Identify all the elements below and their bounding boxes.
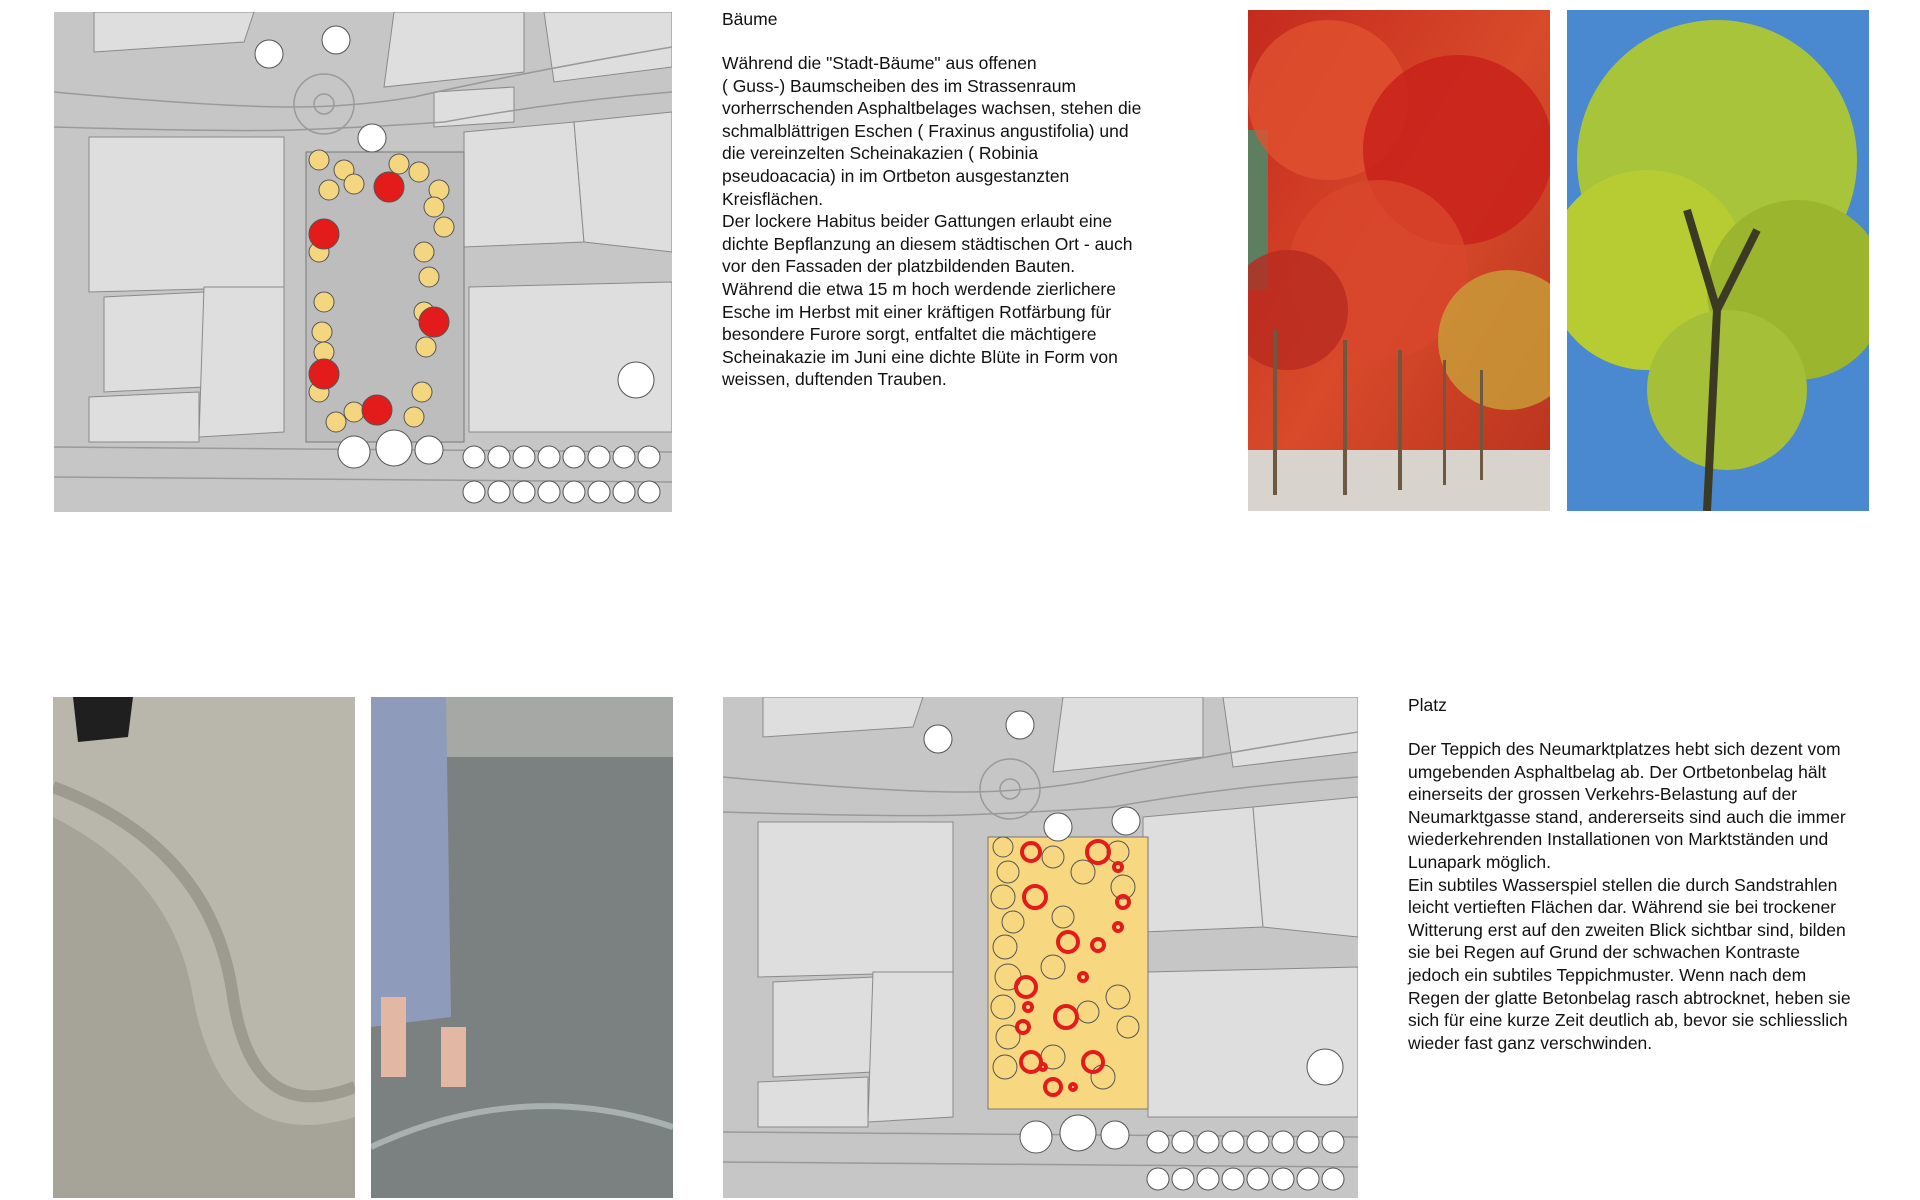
- plaza-carpet: [988, 837, 1148, 1109]
- heading-platz: Platz: [1408, 695, 1447, 715]
- text-baeume: [722, 8, 1192, 391]
- text-platz: [1408, 694, 1888, 1054]
- sandblasted-concrete-photo: [53, 697, 355, 1198]
- site-plan-plaza-carpet: [723, 697, 1358, 1198]
- site-plan-trees: [54, 12, 672, 512]
- wet-pavement-feet-photo: [371, 697, 673, 1198]
- body-baeume: Während die "Stadt-Bäume" aus offenen ( Guss-) Baumscheiben des im Strassenraum vorherrschenden Asphaltbelages wachsen, stehen die schmalblättrigen Eschen ( Fraxinus angustifolia) und die vereinzelten Scheinakazien ( Robinia pseudoacacia) in im Ortbeton ausgestanzten Kreisflächen. Der lockere Habitus beider Gattungen erlaubt eine dichte Bepflanzung an diesem städtischen Ort - auch vor den Fassaden der platzbildenden Bauten. Während die etwa 15 m hoch werdende zierlichere Esche im Herbst mit einer kräftigen Rotfärbung für besondere Furore sorgt, entfaltet die mächtigere Scheinakazie im Juni eine dichte Blüte in Form von weissen, duftenden Trauben.: [722, 53, 1142, 390]
- site-plan-plaza-drawing: [723, 697, 1358, 1198]
- body-platz: Der Teppich des Neumarktplatzes hebt sich dezent vom umgebenden Asphaltbelag ab. Der Ortbetonbelag hält einerseits der grossen Verkehrs-Belastung auf der Neumarktgasse stand, andererseits sind auch die immer wiederkehrenden Installationen von Marktständen und Lunapark möglich. Ein subtiles Wasserspiel stellen die durch Sandstrahlen leicht vertieften Flächen dar. Während sie bei trockener Witterung erst auf den zweiten Blick sichtbar sind, bilden sie bei Regen auf Grund der schwachen Kontraste jedoch ein subtiles Teppichmuster. Wenn nach dem Regen der glatte Betonbelag rasch abtrocknet, heben sie sich für eine kurze Zeit deutlich ab, bevor sie schliesslich wieder fast ganz verschwinden.: [1408, 739, 1851, 1053]
- heading-baeume: Bäume: [722, 9, 778, 29]
- green-robinia-tree-photo: [1567, 10, 1869, 511]
- site-plan-trees-drawing: [54, 12, 672, 512]
- red-ash-alley-photo: [1248, 10, 1550, 511]
